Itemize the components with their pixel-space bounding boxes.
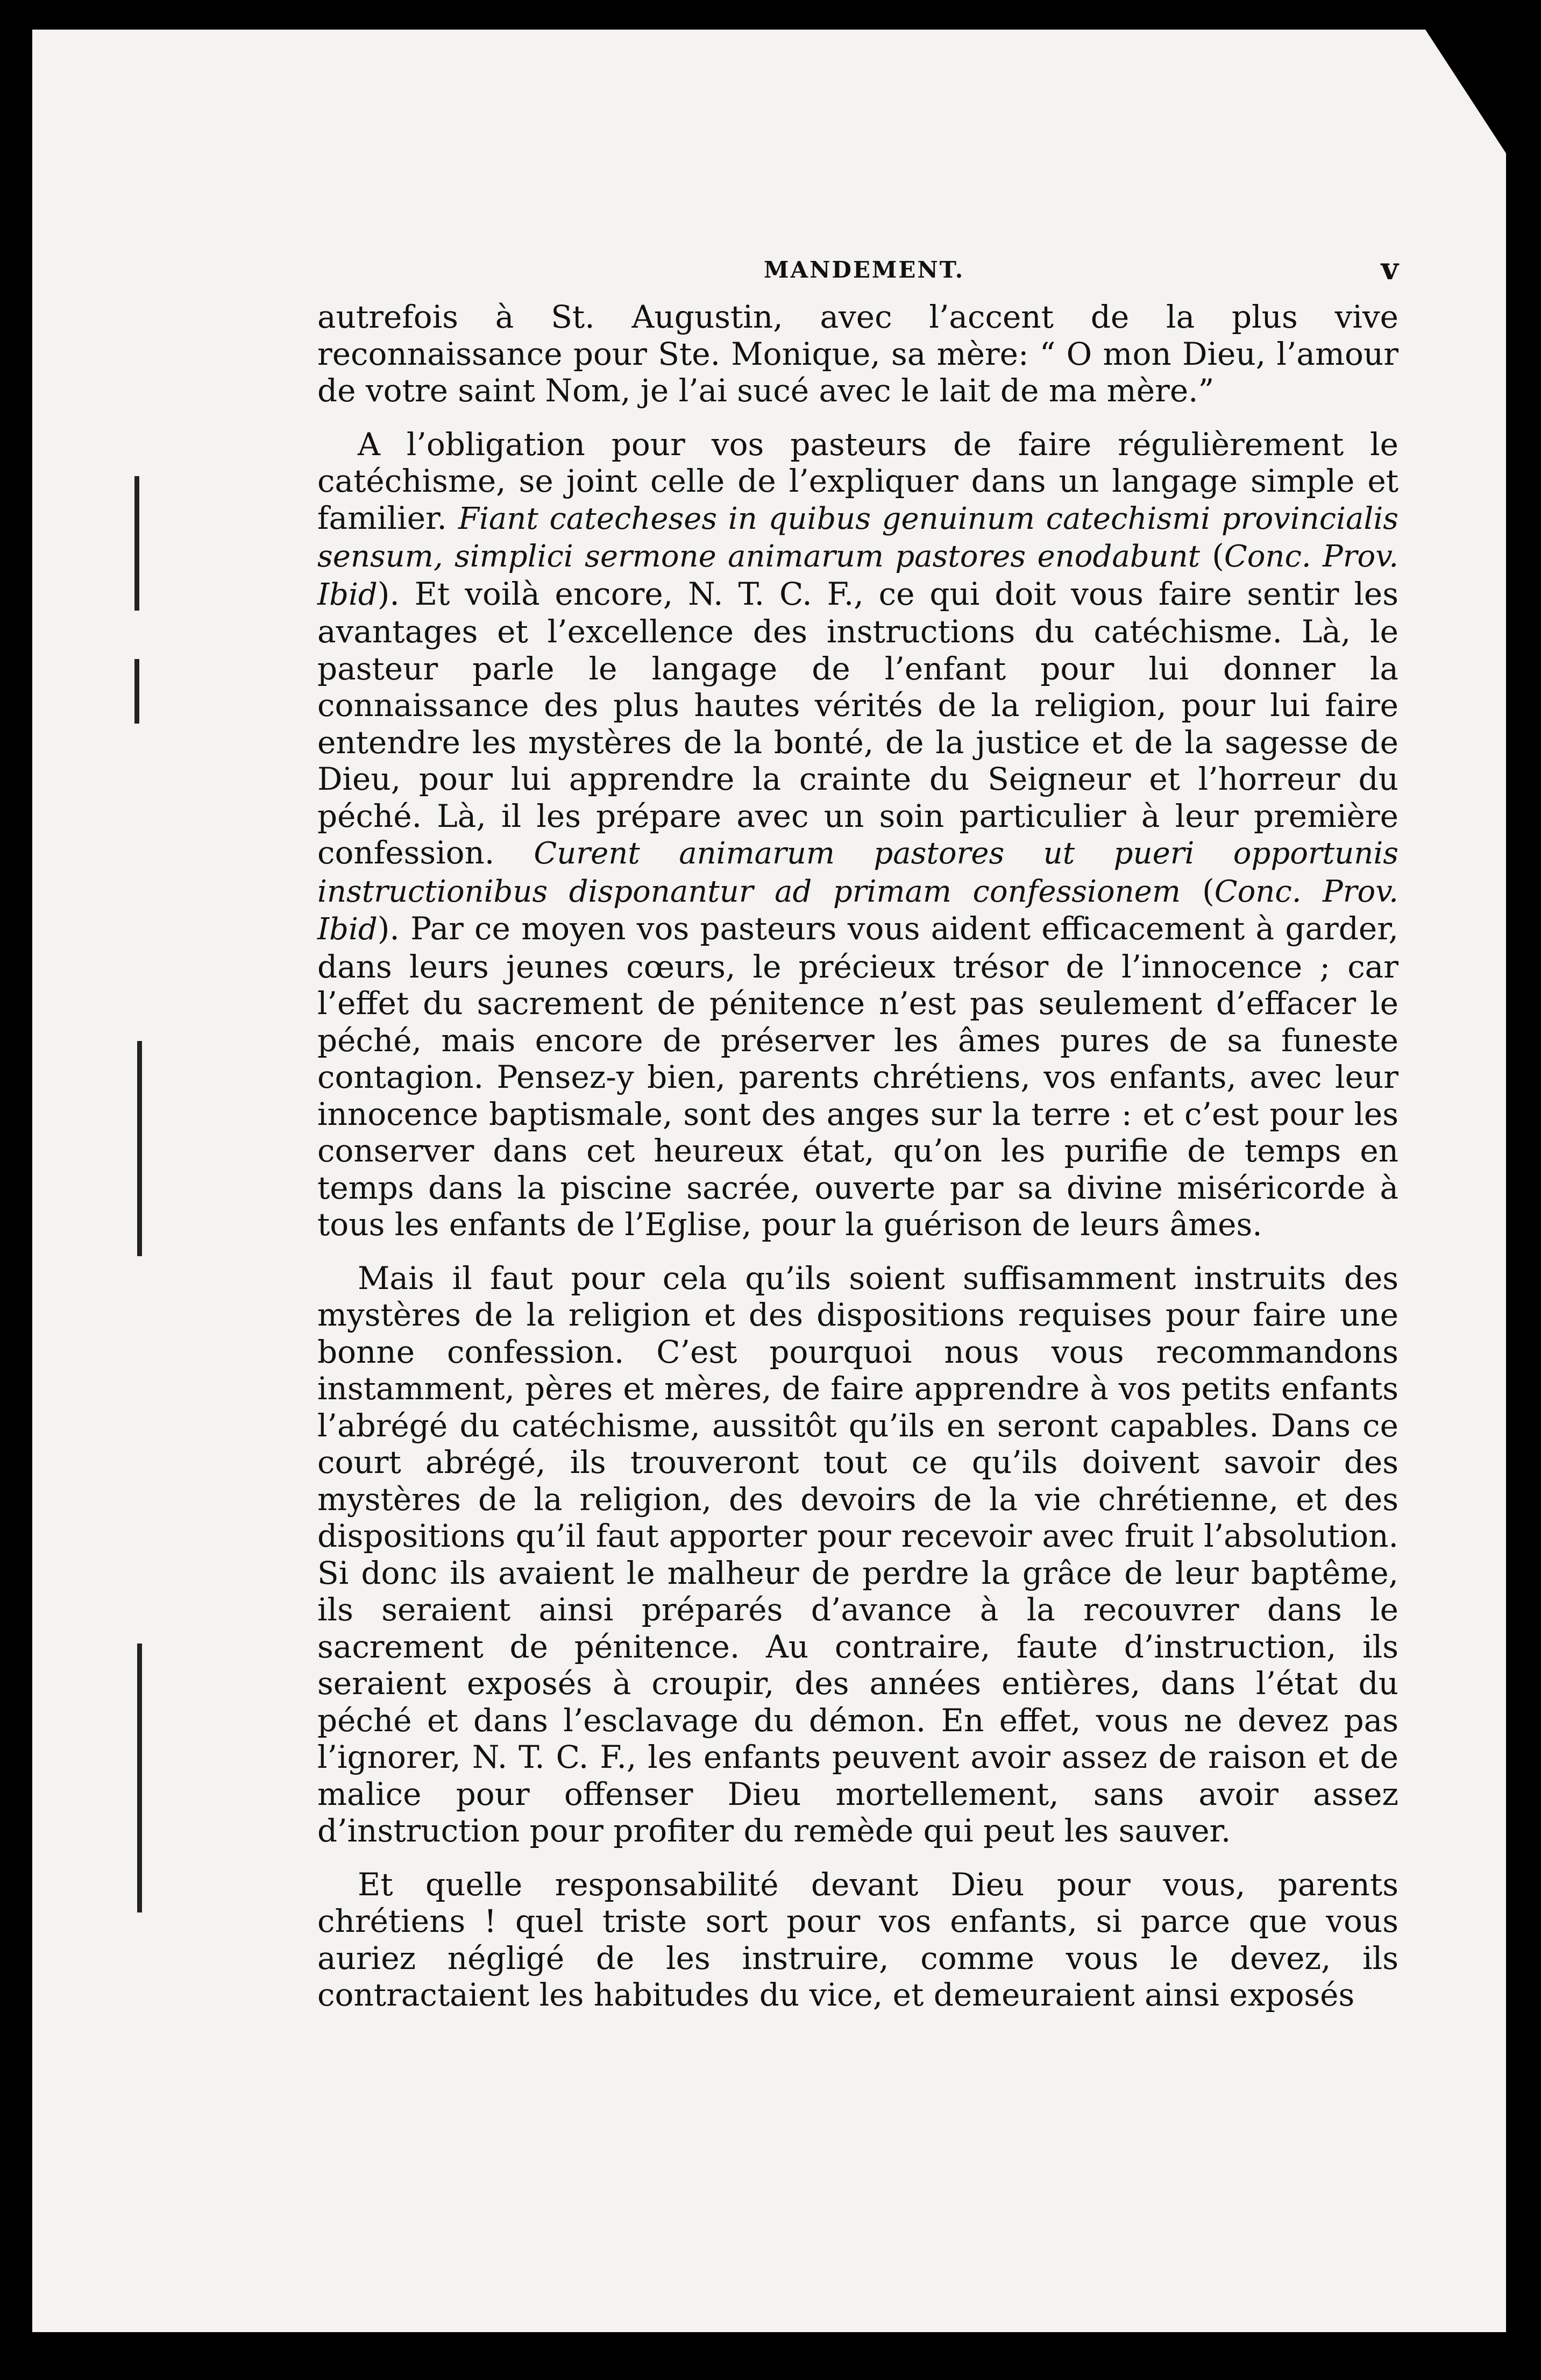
binding-mark	[134, 659, 139, 724]
torn-corner	[1425, 30, 1506, 153]
paragraph	[317, 1260, 1398, 1850]
paragraph-text: (	[1200, 537, 1224, 574]
latin-quotation: Conc. Prov. Ibid	[317, 874, 1398, 947]
binding-mark	[137, 1644, 142, 1912]
latin-quotation: Curent animarum pastores ut pueri opportunis instructionibus disponantur ad primam confessionem	[317, 836, 1398, 909]
paragraph	[317, 426, 1398, 1243]
latin-quotation: Fiant catecheses in quibus genuinum catechismi provincialis sensum, simplici sermone animarum pastores enodabunt	[317, 501, 1398, 574]
binding-mark	[137, 1041, 142, 1256]
page-number: v	[1381, 251, 1398, 287]
paragraph-text: autrefois à St. Augustin, avec l’accent de la plus vive reconnaissance pour Ste. Monique, sa mère: “ O mon Dieu, l’amour de votre saint Nom, je l’ai sucé avec le lait de ma mère.”	[317, 299, 1398, 409]
paragraph	[317, 1866, 1398, 2014]
paragraph-text: (	[1180, 872, 1215, 909]
latin-quotation: Conc. Prov. Ibid	[317, 539, 1398, 612]
paragraph-text: A l’obligation pour vos pasteurs de faire régulièrement le catéchisme, se joint celle de l’expliquer dans un langage simple et familier.	[317, 426, 1398, 536]
running-header	[285, 245, 1398, 293]
binding-mark	[134, 476, 139, 611]
paragraph	[317, 299, 1398, 409]
paragraph-text: ). Par ce moyen vos pasteurs vous aident efficacement à garder, dans leurs jeunes cœurs, le précieux trésor de l’innocence ; car l’effet du sacrement de pénitence n’est pas seulement d’effacer le péché, mais encore de préserver les âmes pures de sa funeste contagion. Pensez-y bien, parents chrétiens, vos enfants, avec leur innocence baptismale, sont des anges sur la terre : et c’est pour les conserver dans cet heureux état, qu’on les purifie de temps en temps dans la piscine sacrée, ouverte par sa divine miséricorde à tous les enfants de l’Eglise, pour la guérison de leurs âmes.	[317, 910, 1398, 1243]
paragraph-text: Et quelle responsabilité devant Dieu pour vous, parents chrétiens ! quel triste sort pour vos enfants, si parce que vous auriez négligé de les instruire, comme vous le devez, ils contractaient les habitudes du vice, et demeuraient ainsi exposés	[317, 1866, 1398, 2013]
paragraph-text: ). Et voilà encore, N. T. C. F., ce qui doit vous faire sentir les avantages et l’excellence des instructions du catéchisme. Là, le pasteur parle le langage de l’enfant pour lui donner la connaissance des plus hautes vérités de la religion, pour lui faire entendre les mystères de la bonté, de la justice et de la sagesse de Dieu, pour lui apprendre la crainte du Seigneur et l’horreur du péché. Là, il les prépare avec un soin particulier à leur première confession.	[317, 575, 1398, 871]
running-title: MANDEMENT.	[764, 257, 965, 283]
paragraph-text: Mais il faut pour cela qu’ils soient suffisamment instruits des mystères de la religion et des dispositions requises pour faire une bonne confession. C’est pourquoi nous vous recommandons instamment, pères et mères, de faire apprendre à vos petits enfants l’abrégé du catéchisme, aussitôt qu’ils en seront capables. Dans ce court abrégé, ils trouveront tout ce qu’ils doivent savoir des mystères de la religion, des devoirs de la vie chrétienne, et des dispositions qu’il faut apporter pour recevoir avec fruit l’absolution. Si donc ils avaient le malheur de perdre la grâce de leur baptême, ils seraient ainsi préparés d’avance à la recouvrer dans le sacrement de pénitence. Au contraire, faute d’instruction, ils seraient exposés à croupir, des années entières, dans l’état du péché et dans l’esclavage du démon. En effet, vous ne devez pas l’ignorer, N. T. C. F., les enfants peuvent avoir assez de raison et de malice pour offenser Dieu mortellement, sans avoir assez d’instruction pour profiter du remède qui peut les sauver.	[317, 1259, 1398, 1849]
body-text	[317, 299, 1398, 2014]
book-page	[32, 30, 1506, 2332]
